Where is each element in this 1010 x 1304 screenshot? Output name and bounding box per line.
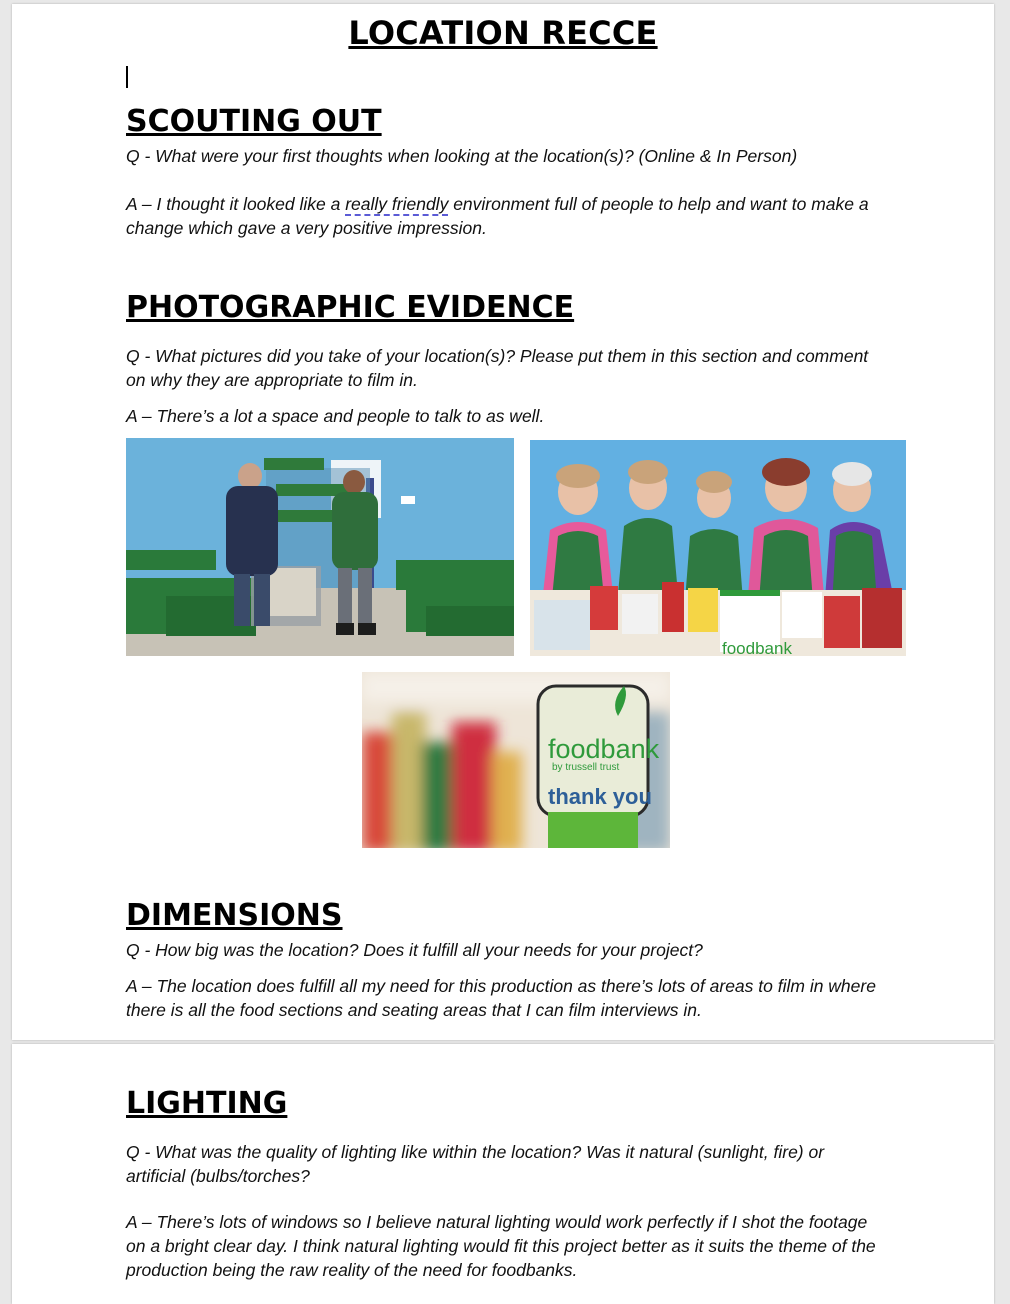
- heading-scouting-out: SCOUTING OUT: [126, 104, 382, 139]
- volunteers-foodbank-label: foodbank: [722, 639, 792, 656]
- scouting-question: Q - What were your first thoughts when looking at the location(s)? (Online & In Person): [126, 146, 798, 166]
- heading-photographic-evidence: PHOTOGRAPHIC EVIDENCE: [126, 290, 575, 325]
- document-title: LOCATION RECCE: [348, 14, 658, 52]
- volunteers-image: [530, 440, 906, 656]
- lighting-answer: A – There’s lots of windows so I believe natural lighting would work perfectly if I shot the footage on a bright clear day. I think natural lighting would fit this project better as it suits the theme of the production being the raw reality of the need for foodbanks.: [126, 1212, 876, 1280]
- tin-thanks-label: thank you: [548, 784, 652, 809]
- scouting-answer: [126, 192, 876, 240]
- lighting-question: Q - What was the quality of lighting like within the location? Was it natural (sunlight, fire) or artificial (bulbs/torches?: [126, 1142, 825, 1186]
- spellcheck-flagged-phrase[interactable]: really friendly: [345, 194, 449, 214]
- photographic-answer: A – There’s a lot a space and people to talk to as well.: [126, 406, 545, 426]
- dimensions-question: Q - How big was the location? Does it fulfill all your needs for your project?: [126, 940, 703, 960]
- scouting-answer-start: A – I thought it looked like a: [126, 194, 346, 214]
- document-page-2: [12, 1044, 994, 1304]
- heading-lighting: LIGHTING: [126, 1086, 288, 1121]
- photo-foodbank-volunteers[interactable]: [530, 440, 906, 656]
- collection-tin-image: [362, 672, 670, 848]
- photographic-question: Q - What pictures did you take of your location(s)? Please put them in this section and comment on why they are appropriate to film in.: [126, 346, 869, 390]
- document-page-1: [12, 4, 994, 1040]
- photo-collection-tin[interactable]: [362, 672, 670, 848]
- tin-subtitle-label: by trussell trust: [552, 762, 620, 773]
- photo-foodbank-warehouse[interactable]: [126, 438, 514, 656]
- heading-dimensions: DIMENSIONS: [126, 898, 343, 933]
- warehouse-image: [126, 438, 514, 656]
- tin-brand-label: foodbank: [548, 734, 660, 764]
- scouting-answer-end: environment full of people to help and want to make a change which gave a very positive impression.: [126, 194, 869, 238]
- dimensions-answer: A – The location does fulfill all my need for this production as there’s lots of areas to film in where there is all the food sections and seating areas that I can film interviews in.: [126, 976, 876, 1020]
- text-cursor: [126, 66, 128, 88]
